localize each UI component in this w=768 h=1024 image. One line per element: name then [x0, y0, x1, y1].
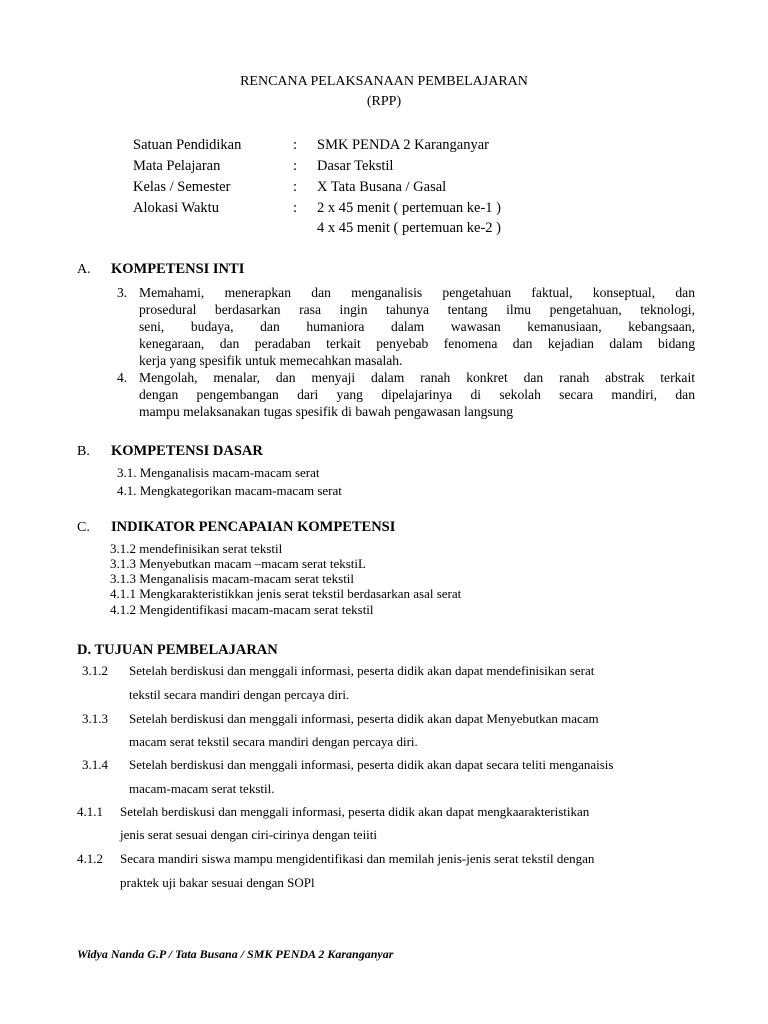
tujuan-number: 3.1.3 [82, 711, 108, 726]
section-a-heading: KOMPETENSI INTI [111, 261, 245, 277]
tujuan-line: macam-macam serat tekstil. [129, 781, 275, 796]
tujuan-line: macam serat tekstil secara mandiri dengan percaya diri. [129, 734, 418, 749]
ki-item-number: 3. [117, 285, 128, 300]
tujuan-line: Setelah berdiskusi dan menggali informasi, peserta didik akan dapat mendefinisikan serat [129, 663, 595, 678]
section-d-heading: D. TUJUAN PEMBELAJARAN [77, 642, 278, 658]
tujuan-number: 4.1.2 [77, 851, 103, 866]
section-c-heading: INDIKATOR PENCAPAIAN KOMPETENSI [111, 519, 396, 535]
identity-value: X Tata Busana / Gasal [317, 179, 447, 195]
tujuan-line: Setelah berdiskusi dan menggali informasi, peserta didik akan dapat secara teliti menganaisis [129, 757, 614, 772]
section-b-letter: B. [77, 444, 90, 459]
ki-line: prosedural berdasarkan rasa ingin tahunya tentang ilmu pengetahuan, teknologi, [139, 302, 695, 317]
indikator-item: 4.1.1 Mengkarakteristikkan jenis serat tekstil berdasarkan asal serat [110, 586, 462, 601]
ki-line: mampu melaksanakan tugas spesifik di bawah pengawasan langsung [139, 404, 514, 419]
tujuan-line: tekstil secara mandiri dengan percaya diri. [129, 687, 350, 702]
indikator-item: 3.1.3 Menyebutkan macam –macam serat tekstiL [110, 556, 366, 571]
tujuan-number: 3.1.2 [82, 663, 108, 678]
ki-line: Mengolah, menalar, dan menyaji dalam ranah konkret dan ranah abstrak terkait [139, 370, 695, 385]
identity-label: Satuan Pendidikan [133, 137, 242, 153]
identity-value: 4 x 45 menit ( pertemuan ke-2 ) [317, 220, 502, 236]
kd-item: 3.1. Menganalisis macam-macam serat [117, 465, 320, 480]
identity-label: Kelas / Semester [133, 179, 231, 195]
tujuan-line: Setelah berdiskusi dan menggali informasi, peserta didik akan dapat mengkaarakteristikan [120, 804, 590, 819]
ki-item-number: 4. [117, 370, 128, 385]
ki-line: Memahami, menerapkan dan menganalisis pengetahuan faktual, konseptual, dan [139, 285, 695, 300]
identity-value: SMK PENDA 2 Karanganyar [317, 137, 489, 153]
ki-line: kenegaraan, dan peradaban terkait penyebab fenomena dan kejadian dalam bidang [139, 336, 695, 351]
indikator-item: 3.1.3 Menganalisis macam-macam serat tekstil [110, 571, 355, 586]
identity-label: Mata Pelajaran [133, 158, 221, 174]
tujuan-line: praktek uji bakar sesuai dengan SOPl [120, 875, 315, 890]
tujuan-line: Setelah berdiskusi dan menggali informasi, peserta didik akan dapat Menyebutkan macam [129, 711, 599, 726]
tujuan-line: Secara mandiri siswa mampu mengidentifikasi dan memilah jenis-jenis serat tekstil dengan [120, 851, 595, 866]
identity-label: Alokasi Waktu [133, 200, 219, 216]
identity-separator: : [293, 158, 298, 174]
document-title: RENCANA PELAKSANAAN PEMBELAJARAN [240, 74, 528, 89]
tujuan-line: jenis serat sesuai dengan ciri-cirinya dengan teiiti [120, 827, 378, 842]
section-b-heading: KOMPETENSI DASAR [111, 443, 263, 459]
indikator-item: 4.1.2 Mengidentifikasi macam-macam serat tekstil [110, 602, 374, 617]
ki-line: kerja yang spesifik untuk memecahkan masalah. [139, 353, 403, 368]
tujuan-number: 3.1.4 [82, 757, 108, 772]
tujuan-number: 4.1.1 [77, 804, 103, 819]
identity-separator: : [293, 179, 298, 195]
identity-value: Dasar Tekstil [317, 158, 394, 174]
page-footer: Widya Nanda G.P / Tata Busana / SMK PENDA 2 Karanganyar [77, 947, 394, 961]
ki-line: seni, budaya, dan humaniora dalam wawasan kemanusiaan, kebangsaan, [139, 319, 695, 334]
identity-value: 2 x 45 menit ( pertemuan ke-1 ) [317, 200, 502, 216]
ki-line: dengan pengembangan dari yang dipelajarinya di sekolah secara mandiri, dan [139, 387, 695, 402]
section-a-letter: A. [77, 262, 91, 277]
indikator-item: 3.1.2 mendefinisikan serat tekstil [110, 541, 283, 556]
kd-item: 4.1. Mengkategorikan macam-macam serat [117, 483, 342, 498]
identity-separator: : [293, 200, 298, 216]
document-subtitle: (RPP) [366, 94, 402, 109]
identity-separator: : [293, 137, 298, 153]
section-c-letter: C. [77, 520, 90, 535]
